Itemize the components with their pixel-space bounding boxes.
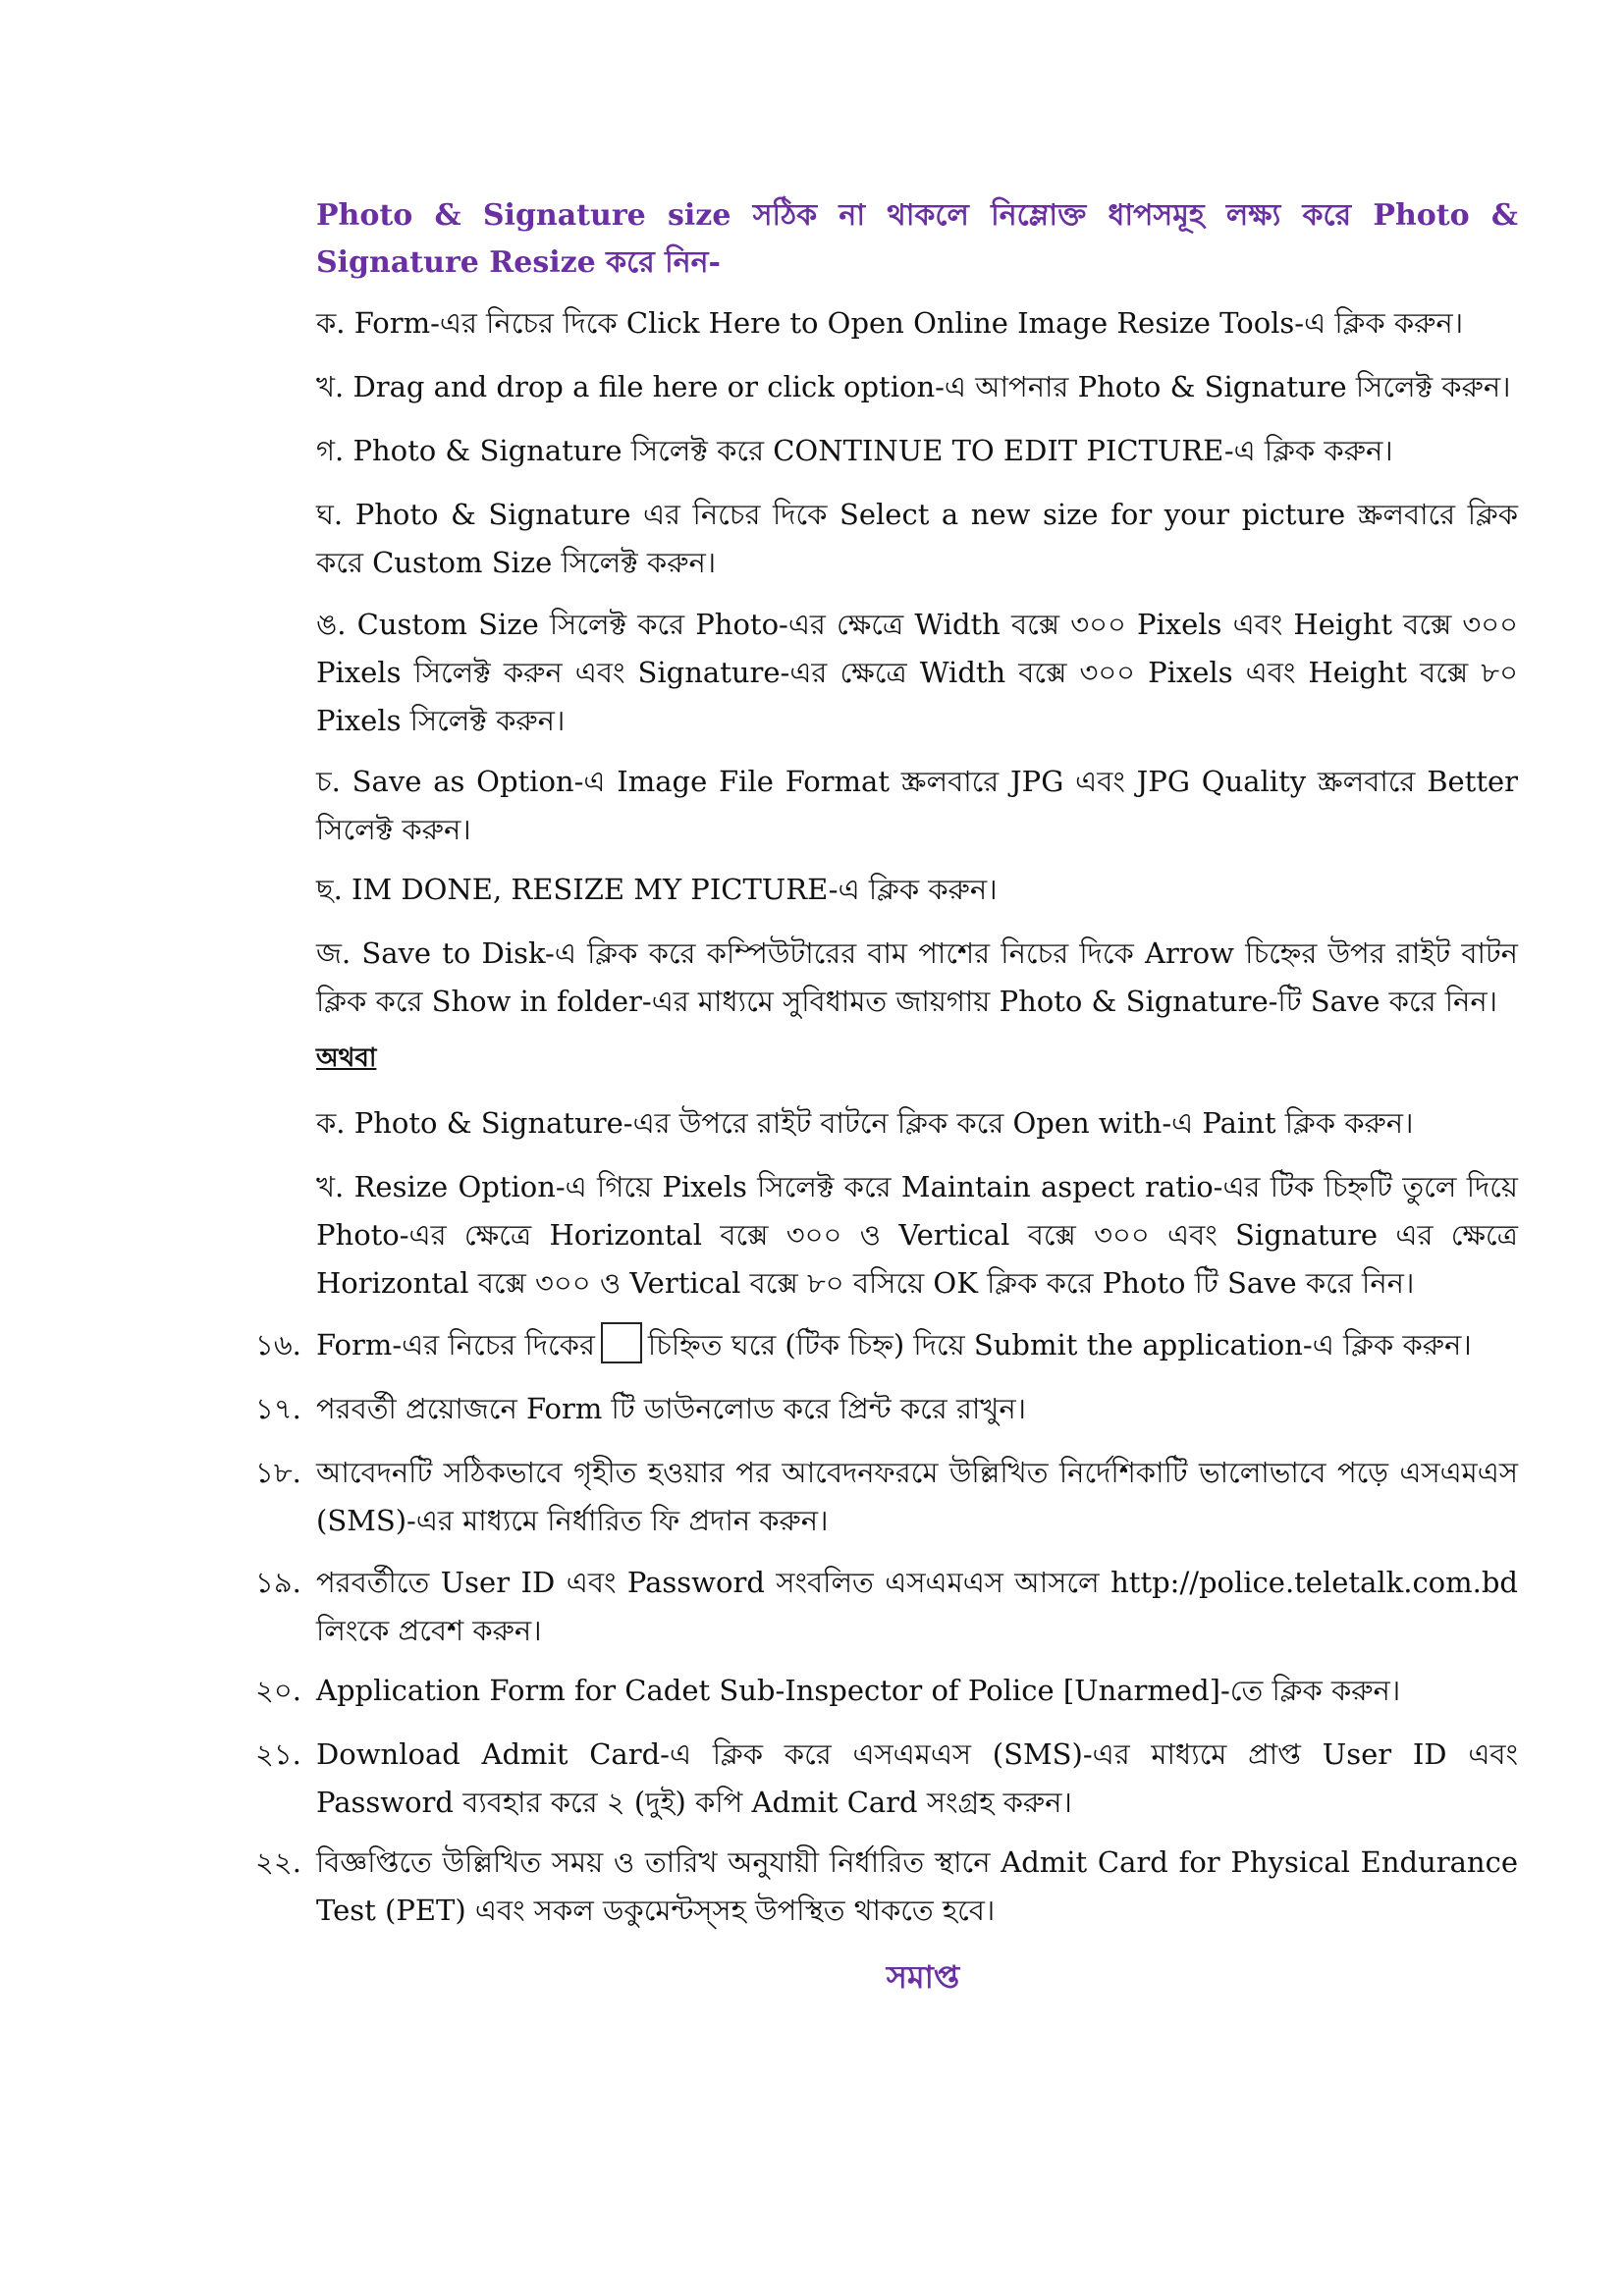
step-ka: ক. Form-এর নিচের দিকে Click Here to Open Online Image Resize Tools-এ ক্লিক করুন। (316, 306, 1464, 340)
alt-step-ka: ক. Photo & Signature-এর উপরে রাইট বাটনে ক্লিক করে Open with-এ Paint ক্লিক করুন। (316, 1106, 1414, 1140)
list-item-16 (255, 1321, 1518, 1369)
item-text: Download Admit Card-এ ক্লিক করে এসএমএস (SMS)-এর মাধ্যমে প্রাপ্ত User ID এবং Password ব্যবহার করে ২ (দুই) কপি Admit Card সংগ্রহ করুন। (316, 1737, 1518, 1819)
item16-text-before: Form-এর নিচের দিকের (316, 1328, 595, 1362)
list-item-19 (255, 1559, 1518, 1655)
item16-text-after: চিহ্নিত ঘরে (টিক চিহ্ন) দিয়ে Submit the application-এ ক্লিক করুন। (647, 1328, 1472, 1362)
empty-checkbox-icon (601, 1322, 642, 1363)
item-number: ১৮. (255, 1456, 301, 1489)
item-text: বিজ্ঞপ্তিতে উল্লিখিত সময় ও তারিখ অনুযায়ী নির্ধারিত স্থানে Admit Card for Physical Endurance Test (PET) এবং সকল ডকুমেন্টস্‌সহ উপস্থিত থাকতে হবে। (316, 1845, 1518, 1927)
item-text: পরবর্তী প্রয়োজনে Form টি ডাউনলোড করে প্রিন্ট করে রাখুন। (316, 1392, 1027, 1425)
resize-instructions-heading: Photo & Signature size সঠিক না থাকলে নিম্লোক্ত ধাপসমূহ লক্ষ্য করে Photo & Signature Resize করে নিন- (316, 198, 1518, 280)
alt-step-kha: খ. Resize Option-এ গিয়ে Pixels সিলেক্ট করে Maintain aspect ratio-এর টিক চিহ্নটি তুলে দিয়ে Photo-এর ক্ষেত্রে Horizontal বক্সে ৩০০ ও Vertical বক্সে ৩০০ এবং Signature এর ক্ষেত্রে Horizontal বক্সে ৩০০ ও Vertical বক্সে ৮০ বসিয়ে OK ক্লিক করে Photo টি Save করে নিন। (316, 1170, 1518, 1300)
item-text: আবেদনটি সঠিকভাবে গৃহীত হওয়ার পর আবেদনফরমে উল্লিখিত নির্দেশিকাটি ভালোভাবে পড়ে এসএমএস (SMS)-এর মাধ্যমে নির্ধারিত ফি প্রদান করুন। (316, 1456, 1518, 1537)
step-gha: ঘ. Photo & Signature এর নিচের দিকে Select a new size for your picture স্ক্রলবারে ক্লিক করে Custom Size সিলেক্ট করুন। (316, 498, 1518, 579)
list-item-18 (255, 1449, 1518, 1545)
step-cha: চ. Save as Option-এ Image File Format স্ক্রলবারে JPG এবং JPG Quality স্ক্রলবারে Better সিলেক্ট করুন। (316, 765, 1518, 846)
end-mark: সমাপ্ত (886, 1958, 960, 1996)
list-item-22 (255, 1839, 1518, 1935)
list-item-20 (255, 1667, 1518, 1715)
or-label: অথবা (316, 1043, 377, 1073)
step-kha: খ. Drag and drop a file here or click option-এ আপনার Photo & Signature সিলেক্ট করুন। (316, 370, 1511, 403)
step-ga: গ. Photo & Signature সিলেক্ট করে CONTINUE TO EDIT PICTURE-এ ক্লিক করুন। (316, 434, 1393, 467)
item-number: ১৯. (255, 1566, 301, 1599)
item-number: ১৬. (255, 1328, 301, 1362)
item-number: ২০. (255, 1674, 301, 1707)
item-text: Application Form for Cadet Sub-Inspector of Police [Unarmed]-তে ক্লিক করুন। (316, 1674, 1401, 1707)
step-ja: জ. Save to Disk-এ ক্লিক করে কম্পিউটারের বাম পাশের নিচের দিকে Arrow চিহ্নের উপর রাইট বাটন ক্লিক করে Show in folder-এর মাধ্যমে সুবিধামত জায়গায় Photo & Signature-টি Save করে নিন। (316, 936, 1518, 1018)
item-number: ১৭. (255, 1392, 301, 1425)
item-text (316, 1321, 1518, 1369)
list-item-17 (255, 1385, 1518, 1433)
item-text: পরবর্তীতে User ID এবং Password সংবলিত এসএমএস আসলে http://police.teletalk.com.bd লিংকে প্রবেশ করুন। (316, 1566, 1518, 1647)
item-number: ২২. (255, 1845, 301, 1879)
step-chha: ছ. IM DONE, RESIZE MY PICTURE-এ ক্লিক করুন। (316, 873, 998, 906)
list-item-21 (255, 1731, 1518, 1827)
item-number: ২১. (255, 1737, 301, 1771)
step-nga: ঙ. Custom Size সিলেক্ট করে Photo-এর ক্ষেত্রে Width বক্সে ৩০০ Pixels এবং Height বক্সে ৩০০ Pixels সিলেক্ট করুন এবং Signature-এর ক্ষেত্রে Width বক্সে ৩০০ Pixels এবং Height বক্সে ৮০ Pixels সিলেক্ট করুন। (316, 608, 1518, 737)
